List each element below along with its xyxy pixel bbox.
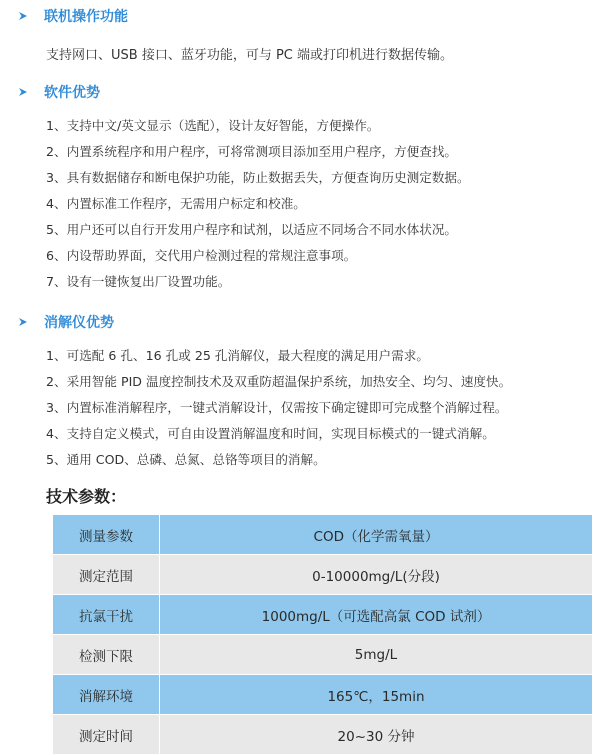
table-row — [53, 555, 593, 595]
list-item: 3、内置标准消解程序，一键式消解设计，仅需按下确定键即可完成整个消解过程。 — [46, 400, 508, 415]
section-title: 消解仪优势 — [44, 315, 114, 331]
list-item: 3、具有数据储存和断电保护功能，防止数据丢失，方便查询历史测定数据。 — [46, 170, 470, 185]
list-item: 6、内设帮助界面，交代用户检测过程的常规注意事项。 — [46, 248, 357, 263]
param-key: 测定范围 — [53, 555, 160, 595]
params-table — [52, 514, 593, 755]
section-title: 软件优势 — [44, 85, 100, 101]
param-value: 0-10000mg/L(分段) — [160, 555, 593, 595]
param-value: COD（化学需氧量） — [160, 515, 593, 555]
params-title: 技术参数： — [46, 487, 127, 506]
arrow-bullet-icon — [18, 10, 30, 22]
param-key: 抗氯干扰 — [53, 595, 160, 635]
param-key: 测量参数 — [53, 515, 160, 555]
table-row — [53, 515, 593, 555]
list-item: 4、内置标准工作程序，无需用户标定和校准。 — [46, 196, 306, 211]
list-item: 1、支持中文/英文显示（选配），设计友好智能，方便操作。 — [46, 118, 380, 133]
arrow-bullet-icon — [18, 86, 30, 98]
software-advantages-list — [46, 113, 470, 295]
list-item: 5、用户还可以自行开发用户程序和试剂，以适应不同场合不同水体状况。 — [46, 222, 458, 237]
table-row — [53, 635, 593, 675]
section-paragraph: 支持网口、USB 接口、蓝牙功能，可与 PC 端或打印机进行数据传输。 — [46, 48, 453, 63]
list-item: 5、通用 COD、总磷、总氮、总铬等项目的消解。 — [46, 452, 326, 467]
arrow-bullet-icon — [18, 316, 30, 328]
param-key: 检测下限 — [53, 635, 160, 675]
param-value: 20~30 分钟 — [160, 715, 593, 755]
section-heading-digester — [18, 312, 114, 332]
table-row — [53, 715, 593, 755]
table-row — [53, 595, 593, 635]
param-key: 消解环境 — [53, 675, 160, 715]
list-item: 7、设有一键恢复出厂设置功能。 — [46, 274, 231, 289]
digester-advantages-list — [46, 343, 511, 473]
param-value: 1000mg/L（可选配高氯 COD 试剂） — [160, 595, 593, 635]
section-heading-software — [18, 82, 100, 102]
list-item: 1、可选配 6 孔、16 孔或 25 孔消解仪，最大程度的满足用户需求。 — [46, 348, 429, 363]
param-key: 测定时间 — [53, 715, 160, 755]
list-item: 4、支持自定义模式，可自由设置消解温度和时间，实现目标模式的一键式消解。 — [46, 426, 495, 441]
section-title: 联机操作功能 — [44, 9, 128, 25]
list-item: 2、采用智能 PID 温度控制技术及双重防超温保护系统，加热安全、均匀、速度快。 — [46, 374, 512, 389]
table-row — [53, 675, 593, 715]
list-item: 2、内置系统程序和用户程序，可将常测项目添加至用户程序，方便查找。 — [46, 144, 458, 159]
param-value: 5mg/L — [160, 635, 593, 675]
param-value: 165℃，15min — [160, 675, 593, 715]
section-heading-online — [18, 6, 128, 26]
